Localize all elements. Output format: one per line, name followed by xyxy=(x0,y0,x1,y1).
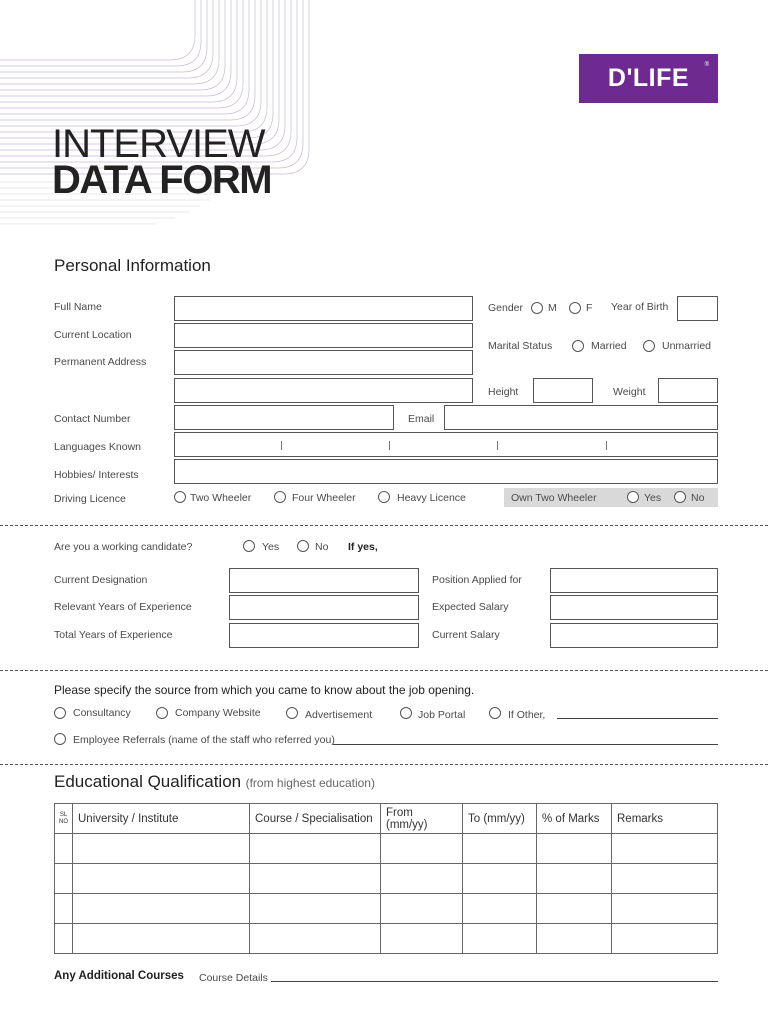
current-designation-label: Current Designation xyxy=(54,574,148,586)
table-cell[interactable] xyxy=(250,894,381,924)
gender-f-radio[interactable] xyxy=(569,302,581,314)
total-years-label: Total Years of Experience xyxy=(54,629,173,641)
section-divider xyxy=(0,670,768,671)
table-cell[interactable] xyxy=(537,924,612,954)
if-other-label: If Other, xyxy=(508,709,546,721)
table-cell[interactable] xyxy=(463,864,537,894)
heavy-licence-label: Heavy Licence xyxy=(397,492,466,504)
employee-referrals-radio[interactable] xyxy=(54,733,66,745)
table-cell[interactable] xyxy=(463,834,537,864)
gender-m-radio[interactable] xyxy=(531,302,543,314)
own-two-wheeler-yes-label: Yes xyxy=(644,492,662,504)
table-cell[interactable] xyxy=(250,834,381,864)
hobbies-field[interactable] xyxy=(174,459,718,484)
married-radio[interactable] xyxy=(572,340,584,352)
table-header-row xyxy=(55,804,718,834)
position-applied-field[interactable] xyxy=(550,568,718,593)
working-no-label: No xyxy=(315,541,329,553)
table-cell[interactable] xyxy=(55,924,73,954)
company-website-label: Company Website xyxy=(175,707,261,719)
marital-status-label: Marital Status xyxy=(488,340,553,352)
column-header-from: From (mm/yy) xyxy=(381,804,463,834)
title-line-1: INTERVIEW xyxy=(52,122,265,166)
employee-referrals-label: Employee Referrals (name of the staff who referred you) xyxy=(73,734,335,746)
section-divider xyxy=(0,764,768,765)
table-row xyxy=(55,864,718,894)
email-field[interactable] xyxy=(444,405,718,430)
two-wheeler-label: Two Wheeler xyxy=(190,492,252,504)
column-header-course: Course / Specialisation xyxy=(250,804,381,834)
own-two-wheeler-no-radio[interactable] xyxy=(674,491,686,503)
contact-number-field[interactable] xyxy=(174,405,394,430)
expected-salary-label: Expected Salary xyxy=(432,601,509,613)
advertisement-label: Advertisement xyxy=(305,709,373,721)
relevant-years-label: Relevant Years of Experience xyxy=(54,601,192,613)
own-two-wheeler-label: Own Two Wheeler xyxy=(511,492,597,504)
relevant-years-field[interactable] xyxy=(229,595,419,620)
heavy-licence-radio[interactable] xyxy=(378,491,390,503)
table-cell[interactable] xyxy=(250,924,381,954)
position-applied-label: Position Applied for xyxy=(432,574,522,586)
working-yes-label: Yes xyxy=(262,541,280,553)
section-divider xyxy=(0,525,768,526)
course-details-label: Course Details xyxy=(199,972,268,984)
education-subheading: (from highest education) xyxy=(245,776,375,790)
job-portal-label: Job Portal xyxy=(418,709,466,721)
column-header-remarks: Remarks xyxy=(612,804,718,834)
gender-label: Gender xyxy=(488,302,524,314)
table-cell[interactable] xyxy=(537,864,612,894)
table-cell[interactable] xyxy=(463,924,537,954)
section-heading-personal: Personal Information xyxy=(54,256,211,275)
current-location-label: Current Location xyxy=(54,329,132,341)
table-cell[interactable] xyxy=(73,924,250,954)
table-cell[interactable] xyxy=(612,894,718,924)
table-cell[interactable] xyxy=(381,924,463,954)
hobbies-label: Hobbies/ Interests xyxy=(54,469,139,481)
table-cell[interactable] xyxy=(537,834,612,864)
table-cell[interactable] xyxy=(250,864,381,894)
education-table xyxy=(54,803,718,954)
employee-referrals-input-line[interactable] xyxy=(333,744,718,745)
table-cell[interactable] xyxy=(463,894,537,924)
course-details-input-line[interactable] xyxy=(271,981,718,982)
column-header-sl-no: SL NO xyxy=(55,804,73,834)
gender-f-label: F xyxy=(586,302,593,314)
education-heading-row xyxy=(54,772,375,792)
email-label: Email xyxy=(408,413,435,425)
brand-logo-text: D'LIFE xyxy=(607,64,690,92)
column-header-university: University / Institute xyxy=(73,804,250,834)
if-other-input-line[interactable] xyxy=(557,718,718,719)
advertisement-radio[interactable] xyxy=(286,707,298,719)
contact-number-label: Contact Number xyxy=(54,413,131,425)
company-website-radio[interactable] xyxy=(156,707,168,719)
weight-label: Weight xyxy=(613,386,646,398)
table-cell[interactable] xyxy=(55,864,73,894)
table-cell[interactable] xyxy=(381,864,463,894)
expected-salary-field[interactable] xyxy=(550,595,718,620)
languages-known-field[interactable] xyxy=(174,432,718,457)
four-wheeler-radio[interactable] xyxy=(274,491,286,503)
driving-licence-label: Driving Licence xyxy=(54,493,126,505)
consultancy-label: Consultancy xyxy=(73,707,131,719)
unmarried-radio[interactable] xyxy=(643,340,655,352)
column-header-to: To (mm/yy) xyxy=(463,804,537,834)
four-wheeler-label: Four Wheeler xyxy=(292,492,356,504)
additional-courses-label: Any Additional Courses xyxy=(54,970,184,982)
own-two-wheeler-yes-radio[interactable] xyxy=(627,491,639,503)
table-row xyxy=(55,924,718,954)
table-cell[interactable] xyxy=(381,834,463,864)
current-location-field[interactable] xyxy=(174,323,473,348)
table-cell[interactable] xyxy=(537,894,612,924)
year-of-birth-field[interactable] xyxy=(677,296,718,321)
own-two-wheeler-no-label: No xyxy=(691,492,705,504)
table-cell[interactable] xyxy=(612,834,718,864)
table-cell[interactable] xyxy=(73,864,250,894)
table-cell[interactable] xyxy=(55,834,73,864)
job-portal-radio[interactable] xyxy=(400,707,412,719)
if-other-radio[interactable] xyxy=(489,707,501,719)
permanent-address-label: Permanent Address xyxy=(54,356,147,368)
consultancy-radio[interactable] xyxy=(54,707,66,719)
total-years-field[interactable] xyxy=(229,623,419,648)
unmarried-label: Unmarried xyxy=(662,340,712,352)
table-cell[interactable] xyxy=(381,894,463,924)
table-cell[interactable] xyxy=(73,894,250,924)
current-salary-field[interactable] xyxy=(550,623,718,648)
table-cell[interactable] xyxy=(612,924,718,954)
table-row xyxy=(55,894,718,924)
decorative-lines xyxy=(0,0,320,240)
gender-m-label: M xyxy=(548,302,557,314)
languages-known-label: Languages Known xyxy=(54,441,141,453)
full-name-label: Full Name xyxy=(54,301,102,313)
table-cell[interactable] xyxy=(55,894,73,924)
column-header-marks: % of Marks xyxy=(537,804,612,834)
title-line-2: DATA FORM xyxy=(52,158,272,202)
height-label: Height xyxy=(488,386,519,398)
current-designation-field[interactable] xyxy=(229,568,419,593)
working-yes-radio[interactable] xyxy=(243,540,255,552)
brand-logo xyxy=(579,54,718,103)
weight-field[interactable] xyxy=(658,378,718,403)
table-cell[interactable] xyxy=(612,864,718,894)
language-separator xyxy=(389,441,390,450)
language-separator xyxy=(497,441,498,450)
year-of-birth-label: Year of Birth xyxy=(611,301,669,313)
table-cell[interactable] xyxy=(73,834,250,864)
full-name-field[interactable] xyxy=(174,296,473,321)
education-heading: Educational Qualification xyxy=(54,772,242,791)
table-row xyxy=(55,834,718,864)
permanent-address-field-2[interactable] xyxy=(174,378,473,403)
permanent-address-field-1[interactable] xyxy=(174,350,473,375)
current-salary-label: Current Salary xyxy=(432,629,500,641)
two-wheeler-radio[interactable] xyxy=(174,491,186,503)
height-field[interactable] xyxy=(533,378,593,403)
source-question: Please specify the source from which you came to know about the job opening. xyxy=(54,683,475,697)
language-separator xyxy=(281,441,282,450)
if-yes-label: If yes, xyxy=(348,541,378,553)
language-separator xyxy=(606,441,607,450)
registered-mark: ® xyxy=(704,62,709,68)
working-no-radio[interactable] xyxy=(297,540,309,552)
working-candidate-question: Are you a working candidate? xyxy=(54,541,193,553)
married-label: Married xyxy=(591,340,627,352)
